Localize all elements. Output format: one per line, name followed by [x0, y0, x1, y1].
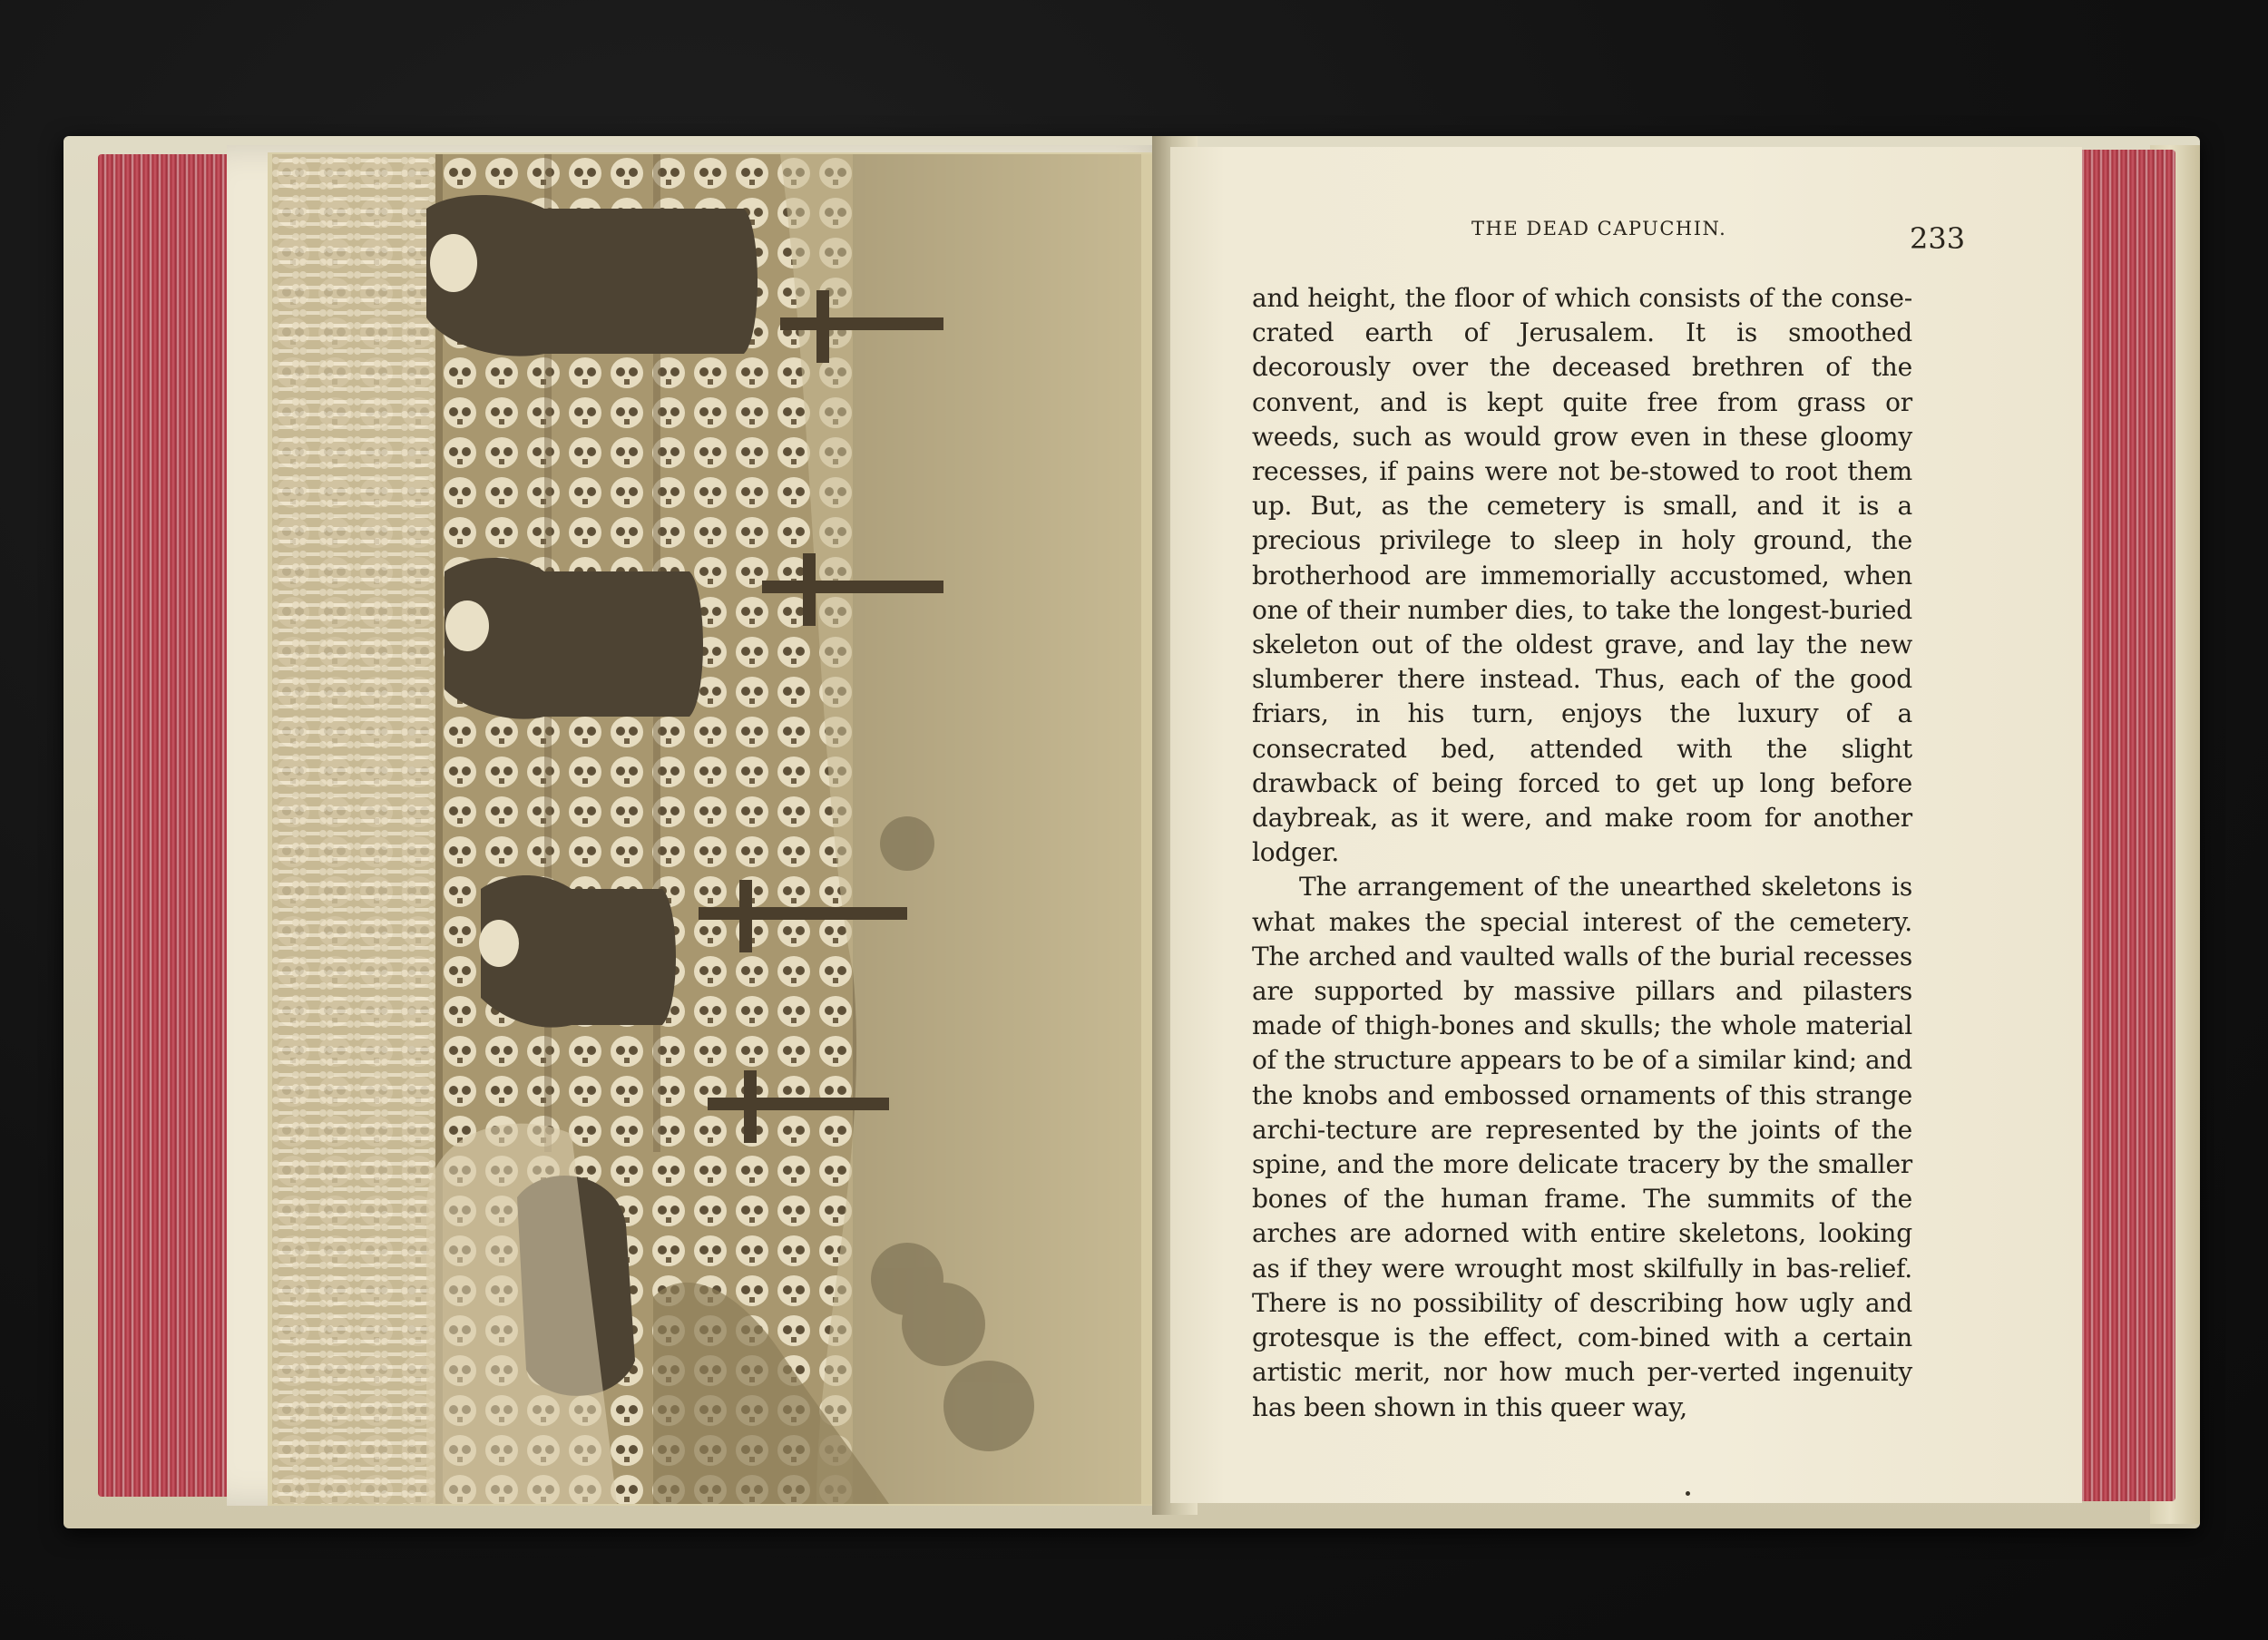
- paragraph-arrangement: The arrangement of the unearthed skeletons is what makes the special interest of the cemetery. The arched and vaulted walls of the burial recesses are supported by massive pillars and pilasters made of thigh-bones and skulls; the whole material of the structure appears to be of a similar kind; and the knobs and embossed ornaments of this strange archi-tecture are represented by the joints of the spine, and the more delicate tracery by the smaller bones of the human frame. The summits of the arches are adorned with entire skeletons, looking as if they were wrought most skilfully in bas-relief. There is no possibility of describing how ugly and grotesque is the effect, com-bined with a certain artistic merit, nor how much per-verted ingenuity has been shown in this queer way,: [1252, 872, 1912, 1422]
- signature-mark: [1686, 1491, 1690, 1496]
- running-head: THE DEAD CAPUCHIN.: [1471, 218, 1727, 239]
- right-page-edges: [2076, 150, 2175, 1501]
- paragraph-continuation: and height, the floor of which consists of the conse-crated earth of Jerusalem. It is smoothed decorously over the deceased brethren of the convent, and is kept quite free from grass or weeds, such as would grow even in these gloomy recesses, if pains were not be-stowed to root them up. But, as the cemetery is small, and it is a precious privilege to sleep in holy ground, the brotherhood are immemorially accustomed, when one of their number dies, to take the longest-buried skeleton out of the oldest grave, and lay the new slumberer there instead. Thus, each of the good friars, in his turn, enjoys the luxury of a consecrated bed, attended with the slight drawback of being forced to get up long before daybreak, as it were, and make room for another lodger.: [1252, 283, 1912, 868]
- page-number: 233: [1910, 221, 1966, 256]
- left-page-edges: [98, 154, 234, 1497]
- ossuary-photograph: [272, 154, 1143, 1504]
- page-body-text: [1252, 281, 1912, 1425]
- ossuary-photo-image: [272, 154, 1143, 1504]
